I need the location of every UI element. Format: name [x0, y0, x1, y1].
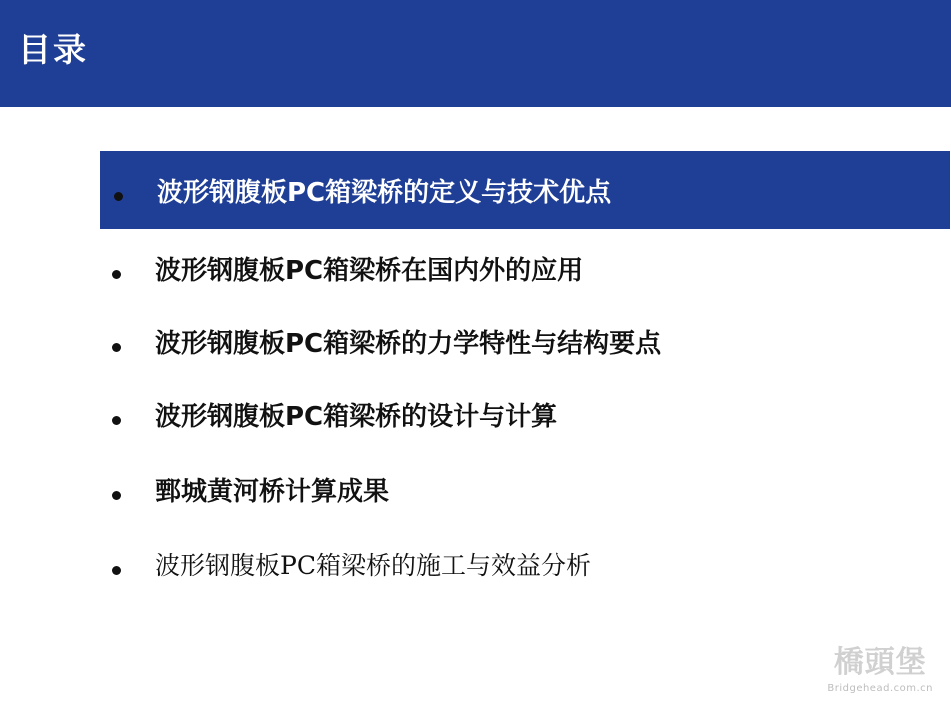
bullet-dot-icon — [112, 491, 121, 500]
watermark-sub-text: Bridgehead.com.cn — [827, 683, 933, 694]
bullet-dot-icon — [112, 270, 121, 279]
toc-item-definition[interactable] — [100, 151, 950, 229]
watermark-logo — [827, 637, 933, 694]
toc-item-construction[interactable] — [100, 525, 591, 603]
toc-item-label: 波形钢腹板PC箱梁桥在国内外的应用 — [155, 255, 584, 286]
toc-item-mechanics[interactable] — [100, 302, 661, 380]
page-title: 目录 — [18, 30, 88, 69]
bullet-dot-icon — [112, 566, 121, 575]
bullet-dot-icon — [112, 343, 121, 352]
watermark-main-text: 橋頭堡 — [833, 645, 927, 680]
toc-item-design[interactable] — [100, 375, 557, 453]
toc-item-applications[interactable] — [100, 229, 583, 307]
toc-item-label: 波形钢腹板PC箱梁桥的力学特性与结构要点 — [155, 328, 662, 359]
toc-item-results[interactable] — [100, 450, 389, 528]
toc-item-label: 波形钢腹板PC箱梁桥的施工与效益分析 — [155, 551, 591, 580]
bullet-dot-icon — [114, 192, 123, 201]
toc-item-label: 鄄城黄河桥计算成果 — [155, 476, 390, 507]
bullet-dot-icon — [112, 416, 121, 425]
toc-item-label: 波形钢腹板PC箱梁桥的定义与技术优点 — [157, 177, 612, 208]
toc-item-label: 波形钢腹板PC箱梁桥的设计与计算 — [155, 401, 558, 432]
